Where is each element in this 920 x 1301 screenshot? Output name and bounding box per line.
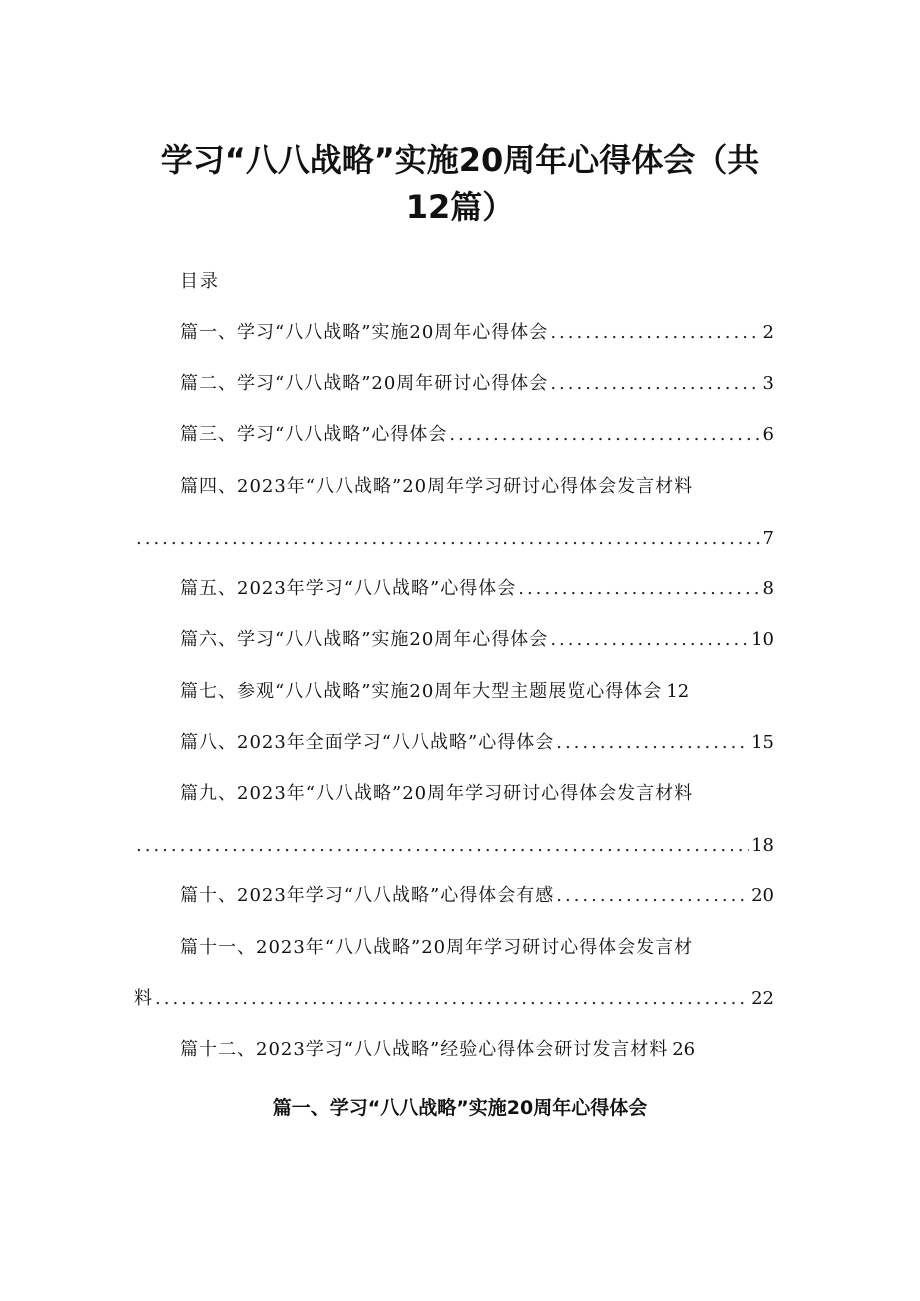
toc-entry-text: 篇二、学习“八八战略”20周年研讨心得体会 — [180, 373, 549, 394]
toc-entry-page: 3 — [762, 373, 774, 394]
toc-entry-9-continuation[interactable] — [134, 833, 774, 859]
toc-label: 目录 — [180, 271, 220, 292]
toc-entry-page: 12 — [666, 681, 690, 702]
toc-entry-page: 2 — [762, 322, 774, 343]
toc-leader-dots — [155, 986, 749, 1012]
toc-entry-page: 6 — [762, 424, 774, 445]
toc-entry-page: 22 — [751, 988, 774, 1009]
toc-entry-12[interactable] — [180, 1037, 774, 1063]
toc-entry-4[interactable] — [180, 474, 774, 500]
toc-entry-4-continuation[interactable] — [134, 526, 774, 552]
toc-entry-1[interactable] — [180, 320, 774, 346]
toc-entry-11-continuation[interactable] — [134, 986, 774, 1012]
toc-entry-6[interactable] — [180, 627, 774, 653]
toc-entry-11[interactable] — [180, 935, 774, 961]
toc-entry-page: 10 — [751, 629, 774, 650]
toc-leader-dots — [550, 320, 760, 346]
toc-entry-9[interactable] — [180, 781, 774, 807]
toc-entry-8[interactable] — [180, 730, 774, 756]
toc-entry-page: 7 — [762, 528, 774, 549]
section-heading: 篇一、学习“八八战略”实施20周年心得体会 — [272, 1097, 648, 1119]
toc-leader-dots — [136, 526, 761, 552]
toc-entry-page: 8 — [762, 578, 774, 599]
toc-leader-dots — [556, 730, 749, 756]
toc-entry-page: 15 — [751, 732, 774, 753]
toc-entry-text: 篇九、2023年“八八战略”20周年学习研讨心得体会发言材料 — [180, 783, 694, 804]
toc-entry-2[interactable] — [180, 371, 774, 397]
toc-leader-dots — [449, 422, 760, 448]
toc-entry-10[interactable] — [180, 883, 774, 909]
toc-entry-page: 26 — [672, 1039, 696, 1060]
toc-entry-text: 篇一、学习“八八战略”实施20周年心得体会 — [180, 322, 549, 343]
toc-entry-text: 篇四、2023年“八八战略”20周年学习研讨心得体会发言材料 — [180, 476, 694, 497]
document-title-line-2: 12篇） — [405, 188, 515, 226]
toc-entry-text: 篇十一、2023年“八八战略”20周年学习研讨心得体会发言材 — [180, 937, 694, 958]
toc-entry-text: 篇十、2023年学习“八八战略”心得体会有感 — [180, 885, 555, 906]
toc-entry-text: 篇七、参观“八八战略”实施20周年大型主题展览心得体会 — [180, 681, 663, 702]
toc-entry-text-continued: 料 — [134, 988, 153, 1009]
toc-leader-dots — [518, 576, 760, 602]
toc-entry-5[interactable] — [180, 576, 774, 602]
toc-leader-dots — [550, 627, 749, 653]
toc-entry-text: 篇十二、2023学习“八八战略”经验心得体会研讨发言材料 — [180, 1039, 669, 1060]
toc-leader-dots — [550, 371, 760, 397]
document-title-line-1: 学习“八八战略”实施20周年心得体会（共 — [160, 141, 760, 179]
toc-leader-dots — [556, 883, 749, 909]
toc-entry-page: 18 — [751, 835, 774, 856]
toc-entry-3[interactable] — [180, 422, 774, 448]
toc-entry-text: 篇五、2023年学习“八八战略”心得体会 — [180, 578, 517, 599]
toc-entry-text: 篇六、学习“八八战略”实施20周年心得体会 — [180, 629, 549, 650]
toc-leader-dots — [136, 833, 749, 859]
toc-entry-text: 篇八、2023年全面学习“八八战略”心得体会 — [180, 732, 555, 753]
toc-entry-page: 20 — [751, 885, 774, 906]
toc-entry-7[interactable] — [180, 679, 774, 705]
toc-entry-text: 篇三、学习“八八战略”心得体会 — [180, 424, 448, 445]
